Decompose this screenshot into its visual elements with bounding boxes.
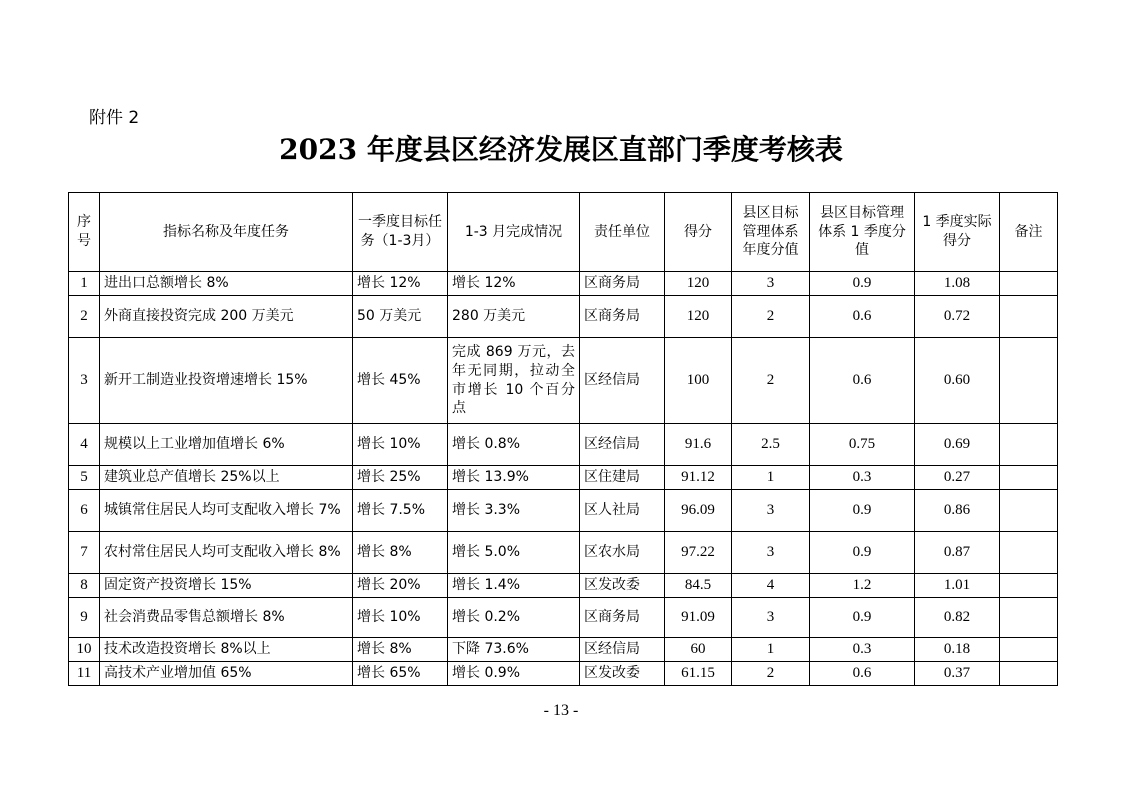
- row-indicator: 规模以上工业增加值增长 6%: [100, 424, 353, 466]
- row-unit: 区经信局: [580, 638, 665, 662]
- row-q1-actual: 0.72: [915, 296, 1000, 338]
- header-annual-value: 县区目标管理体系年度分值: [732, 193, 810, 272]
- row-no: 9: [69, 598, 100, 638]
- row-q1-actual: 0.86: [915, 490, 1000, 532]
- row-target: 增长 10%: [353, 424, 448, 466]
- table-row: [69, 638, 1058, 662]
- row-unit: 区发改委: [580, 662, 665, 686]
- row-remark: [1000, 532, 1058, 574]
- row-remark: [1000, 638, 1058, 662]
- row-completion: 下降 73.6%: [448, 638, 580, 662]
- row-q1-value: 0.6: [810, 662, 915, 686]
- row-score: 61.15: [665, 662, 732, 686]
- header-target: 一季度目标任务（1-3月）: [353, 193, 448, 272]
- row-annual-value: 3: [732, 490, 810, 532]
- table-row: [69, 424, 1058, 466]
- row-q1-actual: 1.08: [915, 272, 1000, 296]
- row-q1-value: 0.9: [810, 532, 915, 574]
- row-q1-actual: 0.60: [915, 338, 1000, 424]
- row-remark: [1000, 662, 1058, 686]
- row-q1-actual: 0.18: [915, 638, 1000, 662]
- row-q1-value: 0.9: [810, 490, 915, 532]
- row-completion: 增长 12%: [448, 272, 580, 296]
- row-unit: 区住建局: [580, 466, 665, 490]
- row-remark: [1000, 466, 1058, 490]
- header-remark: 备注: [1000, 193, 1058, 272]
- row-remark: [1000, 574, 1058, 598]
- row-target: 增长 8%: [353, 532, 448, 574]
- page-number: - 13 -: [543, 702, 579, 719]
- row-score: 84.5: [665, 574, 732, 598]
- row-no: 7: [69, 532, 100, 574]
- row-remark: [1000, 272, 1058, 296]
- row-q1-actual: 0.82: [915, 598, 1000, 638]
- table-header-row: [69, 193, 1058, 272]
- row-remark: [1000, 490, 1058, 532]
- row-q1-actual: 1.01: [915, 574, 1000, 598]
- row-score: 91.12: [665, 466, 732, 490]
- row-completion: 增长 5.0%: [448, 532, 580, 574]
- row-no: 5: [69, 466, 100, 490]
- row-score: 100: [665, 338, 732, 424]
- row-remark: [1000, 296, 1058, 338]
- row-unit: 区经信局: [580, 424, 665, 466]
- row-annual-value: 4: [732, 574, 810, 598]
- row-q1-actual: 0.69: [915, 424, 1000, 466]
- row-score: 97.22: [665, 532, 732, 574]
- row-score: 60: [665, 638, 732, 662]
- row-annual-value: 2: [732, 338, 810, 424]
- row-completion: 增长 1.4%: [448, 574, 580, 598]
- row-score: 96.09: [665, 490, 732, 532]
- row-score: 91.09: [665, 598, 732, 638]
- row-annual-value: 1: [732, 466, 810, 490]
- row-target: 增长 8%: [353, 638, 448, 662]
- row-remark: [1000, 338, 1058, 424]
- row-indicator: 农村常住居民人均可支配收入增长 8%: [100, 532, 353, 574]
- row-unit: 区农水局: [580, 532, 665, 574]
- header-indicator: 指标名称及年度任务: [100, 193, 353, 272]
- row-completion: 增长 3.3%: [448, 490, 580, 532]
- row-no: 4: [69, 424, 100, 466]
- row-no: 2: [69, 296, 100, 338]
- table-row: [69, 338, 1058, 424]
- row-completion: 完成 869 万元，去年无同期，拉动全市增长 10 个百分点: [448, 338, 580, 424]
- row-unit: 区人社局: [580, 490, 665, 532]
- row-no: 1: [69, 272, 100, 296]
- row-completion: 增长 0.8%: [448, 424, 580, 466]
- header-score: 得分: [665, 193, 732, 272]
- header-q1-actual: 1 季度实际得分: [915, 193, 1000, 272]
- row-indicator: 社会消费品零售总额增长 8%: [100, 598, 353, 638]
- row-q1-value: 0.9: [810, 598, 915, 638]
- row-unit: 区商务局: [580, 598, 665, 638]
- row-target: 增长 25%: [353, 466, 448, 490]
- row-indicator: 外商直接投资完成 200 万美元: [100, 296, 353, 338]
- row-annual-value: 3: [732, 272, 810, 296]
- row-annual-value: 1: [732, 638, 810, 662]
- row-indicator: 技术改造投资增长 8%以上: [100, 638, 353, 662]
- row-target: 增长 65%: [353, 662, 448, 686]
- row-q1-value: 1.2: [810, 574, 915, 598]
- header-completion: 1-3 月完成情况: [448, 193, 580, 272]
- row-unit: 区商务局: [580, 272, 665, 296]
- row-score: 120: [665, 272, 732, 296]
- row-q1-value: 0.75: [810, 424, 915, 466]
- row-annual-value: 3: [732, 598, 810, 638]
- row-unit: 区发改委: [580, 574, 665, 598]
- row-target: 增长 7.5%: [353, 490, 448, 532]
- header-unit: 责任单位: [580, 193, 665, 272]
- row-completion: 增长 13.9%: [448, 466, 580, 490]
- row-q1-value: 0.3: [810, 466, 915, 490]
- row-indicator: 新开工制造业投资增速增长 15%: [100, 338, 353, 424]
- table-row: [69, 598, 1058, 638]
- row-indicator: 建筑业总产值增长 25%以上: [100, 466, 353, 490]
- row-q1-value: 0.3: [810, 638, 915, 662]
- row-score: 91.6: [665, 424, 732, 466]
- table-row: [69, 574, 1058, 598]
- row-target: 增长 20%: [353, 574, 448, 598]
- row-q1-value: 0.9: [810, 272, 915, 296]
- row-target: 增长 45%: [353, 338, 448, 424]
- table-row: [69, 296, 1058, 338]
- row-q1-value: 0.6: [810, 338, 915, 424]
- row-indicator: 进出口总额增长 8%: [100, 272, 353, 296]
- row-completion: 280 万美元: [448, 296, 580, 338]
- row-no: 3: [69, 338, 100, 424]
- row-annual-value: 2.5: [732, 424, 810, 466]
- table-row: [69, 272, 1058, 296]
- row-q1-value: 0.6: [810, 296, 915, 338]
- row-indicator: 高技术产业增加值 65%: [100, 662, 353, 686]
- table-row: [69, 466, 1058, 490]
- row-annual-value: 3: [732, 532, 810, 574]
- row-indicator: 城镇常住居民人均可支配收入增长 7%: [100, 490, 353, 532]
- row-no: 11: [69, 662, 100, 686]
- row-no: 6: [69, 490, 100, 532]
- row-remark: [1000, 424, 1058, 466]
- row-no: 10: [69, 638, 100, 662]
- row-annual-value: 2: [732, 662, 810, 686]
- row-target: 50 万美元: [353, 296, 448, 338]
- header-no: 序号: [69, 193, 100, 272]
- table-row: [69, 490, 1058, 532]
- page-title: 2023 年度县区经济发展区直部门季度考核表: [279, 133, 843, 166]
- row-completion: 增长 0.2%: [448, 598, 580, 638]
- row-target: 增长 10%: [353, 598, 448, 638]
- row-target: 增长 12%: [353, 272, 448, 296]
- header-q1-value: 县区目标管理体系 1 季度分值: [810, 193, 915, 272]
- row-q1-actual: 0.87: [915, 532, 1000, 574]
- row-q1-actual: 0.27: [915, 466, 1000, 490]
- row-completion: 增长 0.9%: [448, 662, 580, 686]
- attachment-label: 附件 2: [89, 108, 140, 128]
- row-unit: 区商务局: [580, 296, 665, 338]
- row-annual-value: 2: [732, 296, 810, 338]
- row-no: 8: [69, 574, 100, 598]
- table-row: [69, 662, 1058, 686]
- row-indicator: 固定资产投资增长 15%: [100, 574, 353, 598]
- table-row: [69, 532, 1058, 574]
- row-q1-actual: 0.37: [915, 662, 1000, 686]
- row-unit: 区经信局: [580, 338, 665, 424]
- row-score: 120: [665, 296, 732, 338]
- row-remark: [1000, 598, 1058, 638]
- assessment-table: [68, 192, 1058, 686]
